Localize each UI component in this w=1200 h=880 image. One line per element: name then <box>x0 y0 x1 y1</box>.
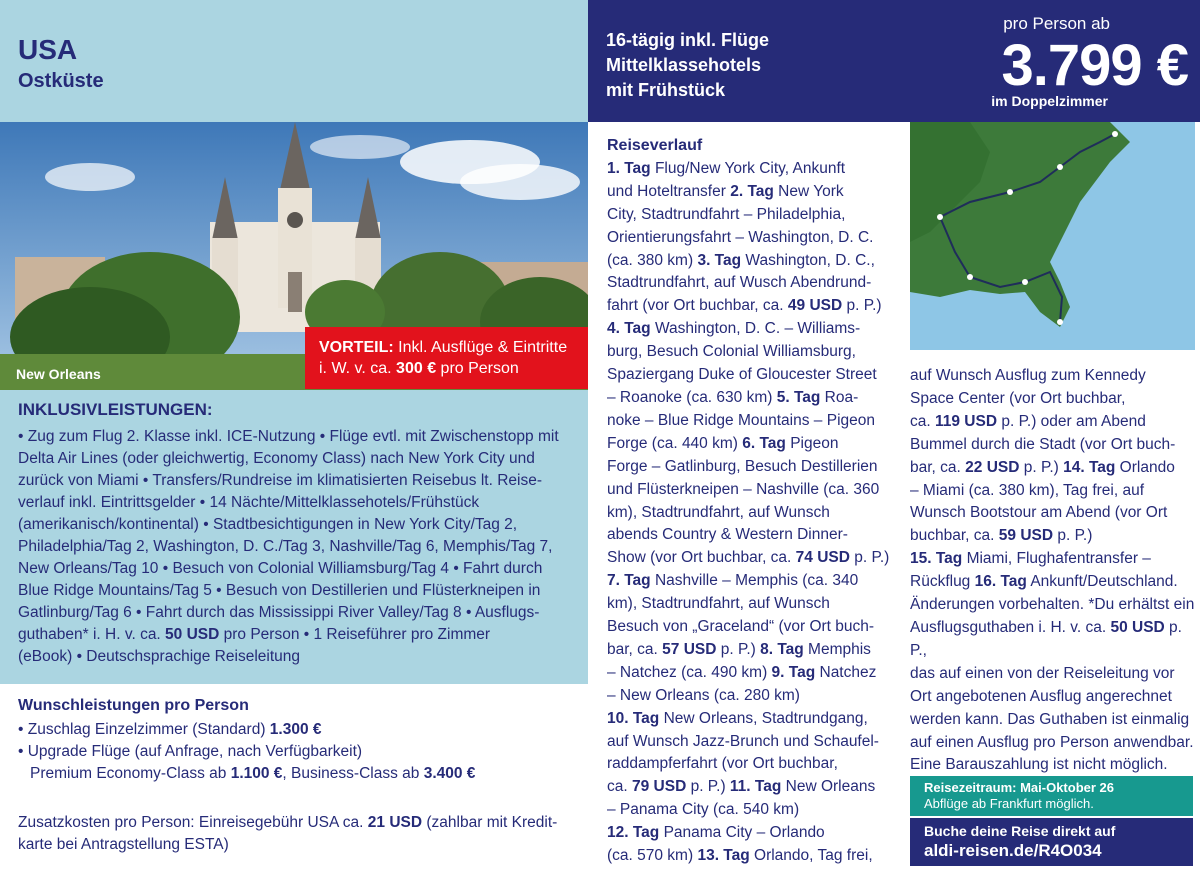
itinerary-title: Reiseverlauf <box>607 137 703 154</box>
itinerary-text: Nashville – Memphis (ca. 340 <box>650 572 859 590</box>
upgrade-prices <box>18 763 578 785</box>
inclusive-line: Delta Air Lines (oder gleichwertig, Economy Class) nach New York City und <box>18 450 535 467</box>
itinerary-text: p. P.) <box>1019 458 1064 476</box>
travel-period: Reisezeitraum: Mai-Oktober 26 <box>924 780 1115 795</box>
itinerary-text: Orlando <box>1115 458 1175 476</box>
flight-upgrade: • Upgrade Flüge (auf Anfrage, nach Verfügbarkeit) <box>18 743 363 760</box>
itinerary-text: Orlando, Tag frei, <box>749 847 873 865</box>
itinerary-text: New Orleans, Stadtrundgang, <box>659 709 868 727</box>
itinerary-text: p. P., <box>910 618 1182 659</box>
itinerary-highlight: 6. Tag <box>742 434 786 452</box>
itinerary-text: Besuch von „Graceland“ (vor Ort buch- <box>607 618 875 636</box>
itinerary-text: Eine Barauszahlung ist nicht möglich. <box>910 756 1168 774</box>
itinerary-text: Space Center (vor Ort buchbar, <box>910 389 1126 407</box>
inclusive-line <box>18 624 570 646</box>
itinerary-highlight: 57 USD <box>662 640 717 658</box>
inclusive-line: Blue Ridge Mountains/Tag 5 • Besuch von Destillerien und Flüsterkneipen in <box>18 582 541 599</box>
itinerary-text: auf Wunsch Ausflug zum Kennedy <box>910 367 1146 384</box>
itinerary-line <box>910 525 1195 548</box>
itinerary-highlight: 119 USD <box>934 412 998 430</box>
itinerary-text: Orientierungsfahrt – Washington, D. C. <box>607 228 874 246</box>
itinerary-text: Ausflugsguthaben i. H. v. ca. <box>910 618 1111 636</box>
price: 3.799 € <box>1001 33 1188 98</box>
itinerary-line <box>607 593 892 616</box>
itinerary-highlight: 15. Tag <box>910 550 963 568</box>
itinerary-text: Washington, D. C., <box>741 251 875 269</box>
itinerary-text: New York <box>773 182 844 200</box>
itinerary-highlight: 12. Tag <box>607 824 660 842</box>
additional-costs-line: karte bei Antragstellung ESTA) <box>18 836 229 853</box>
payment-note: (zahlbar mit Kredit- <box>422 814 558 831</box>
itinerary-line <box>607 410 892 433</box>
itinerary-text: p. P.) <box>842 297 882 315</box>
itinerary-line <box>607 502 892 525</box>
itinerary-line <box>607 318 892 341</box>
itinerary-highlight: 5. Tag <box>776 388 821 406</box>
itinerary-line <box>607 616 892 639</box>
itinerary-line <box>607 639 892 662</box>
itinerary-text: Stadtrundfahrt, auf Wusch Abendrund- <box>607 274 872 292</box>
itinerary-highlight: 4. Tag <box>607 320 651 338</box>
itinerary-line <box>607 547 892 570</box>
itinerary-text: Ort angebotenen Ausflug angerechnet <box>910 687 1172 705</box>
itinerary-text: fahrt (vor Ort buchbar, ca. <box>607 297 788 315</box>
itinerary-highlight: 3. Tag <box>697 251 742 269</box>
itinerary-line <box>910 411 1195 434</box>
inclusive-services <box>0 390 588 684</box>
itinerary-line <box>607 708 892 731</box>
itinerary-text: (ca. 570 km) <box>607 847 698 865</box>
itinerary-text: Flug/New York City, Ankunft <box>650 159 846 177</box>
itinerary <box>607 135 892 868</box>
additional-costs <box>18 812 578 856</box>
business-label: , Business-Class ab <box>282 765 424 782</box>
itinerary-text: raddampferfahrt (vor Ort buchbar, <box>607 755 838 773</box>
itinerary-highlight: 7. Tag <box>607 572 651 590</box>
premium-label: Premium Economy-Class ab <box>30 765 231 782</box>
itinerary-text: bar, ca. <box>607 640 663 658</box>
itinerary-line <box>910 663 1195 686</box>
itinerary-text: buchbar, ca. <box>910 527 999 545</box>
offer-breakfast: mit Frühstück <box>606 80 726 100</box>
departure-info: Abflüge ab Frankfurt möglich. <box>924 796 1094 811</box>
itinerary-text: noke – Blue Ridge Mountains – Pigeon <box>607 411 875 429</box>
itinerary-line <box>607 685 892 708</box>
itinerary-line <box>910 388 1195 411</box>
itinerary-line <box>607 753 892 776</box>
itinerary-text: und Flüsterkneipen – Nashville (ca. 360 <box>607 480 880 498</box>
inclusive-line: New Orleans/Tag 10 • Besuch von Colonial Williamsburg/Tag 4 • Fahrt durch <box>18 560 543 577</box>
itinerary-text: p. P.) <box>716 640 761 658</box>
surcharge-price: 1.300 € <box>269 721 322 738</box>
itinerary-line <box>607 227 892 250</box>
itinerary-highlight: 14. Tag <box>1063 458 1116 476</box>
itinerary-line <box>607 272 892 295</box>
itinerary-line <box>607 479 892 502</box>
itinerary-text: Ankunft/Deutschland. <box>1026 573 1178 591</box>
itinerary-text: bar, ca. <box>910 458 966 476</box>
single-room-surcharge <box>18 719 578 741</box>
itinerary-highlight: 22 USD <box>965 458 1020 476</box>
itinerary-text: Show (vor Ort buchbar, ca. <box>607 549 796 567</box>
inclusive-line: (amerikanisch/kontinental) • Stadtbesichtigungen in New York City/Tag 2, <box>18 516 518 533</box>
itinerary-line <box>607 662 892 685</box>
itinerary-text: burg, Besuch Colonial Williamsburg, <box>607 343 856 361</box>
itinerary-text: Forge – Gatlinburg, Besuch Destillerien <box>607 457 878 475</box>
itinerary-text: Roa- <box>820 388 859 406</box>
inclusive-line: Philadelphia/Tag 2, Washington, D. C./Tag 3, Nashville/Tag 6, Memphis/Tag 7, <box>18 538 553 555</box>
booking-link[interactable]: aldi-reisen.de/R4O034 <box>924 841 1102 860</box>
optional-services <box>18 697 578 785</box>
advantage-amount: 300 € <box>396 360 437 377</box>
route-map-illustration <box>910 122 1195 350</box>
optional-title: Wunschleistungen pro Person <box>18 697 249 714</box>
itinerary-highlight: 8. Tag <box>760 640 804 658</box>
itinerary-line <box>910 457 1195 480</box>
travel-period-box <box>910 776 1193 816</box>
itinerary-line <box>607 181 892 204</box>
itinerary-text: p. P.) <box>686 778 730 796</box>
booking-cta-text: Buche deine Reise direkt auf <box>924 823 1116 839</box>
itinerary-text: auf einen Ausflug pro Person anwendbar. <box>910 733 1194 751</box>
itinerary-text: und Hoteltransfer <box>607 182 731 200</box>
itinerary-text: Änderungen vorbehalten. *Du erhältst ein <box>910 596 1195 614</box>
itinerary-line <box>910 732 1195 755</box>
inclusive-line: Gatlinburg/Tag 6 • Fahrt durch das Mississippi River Valley/Tag 8 • Ausflugs- <box>18 604 540 621</box>
itinerary-text: New Orleans <box>781 778 876 796</box>
itinerary-text: Natchez <box>815 663 877 681</box>
itinerary-line <box>910 571 1195 594</box>
inclusive-title: INKLUSIVLEISTUNGEN: <box>18 400 213 419</box>
itinerary-line <box>607 250 892 273</box>
itinerary-line <box>607 570 892 593</box>
itinerary-text: Washington, D. C. – Williams- <box>650 320 861 338</box>
booking-cta-box <box>910 818 1193 866</box>
entry-fee-label: Zusatzkosten pro Person: Einreisegebühr USA ca. <box>18 814 368 831</box>
inclusive-line: zurück von Miami • Transfers/Rundreise im klimatisierten Reisebus lt. Reise- <box>18 472 542 489</box>
itinerary-highlight: 11. Tag <box>729 778 782 796</box>
itinerary-text: ca. <box>607 778 632 796</box>
itinerary-highlight: 16. Tag <box>974 573 1027 591</box>
itinerary-text: – Panama City (ca. 540 km) <box>607 801 800 819</box>
itinerary-text: auf Wunsch Jazz-Brunch und Schaufel- <box>607 732 879 750</box>
itinerary-line <box>607 158 892 181</box>
guide-text: pro Person • 1 Reiseführer pro Zimmer <box>219 626 491 643</box>
itinerary-line <box>910 617 1195 663</box>
itinerary-text: – New Orleans (ca. 280 km) <box>607 686 800 704</box>
itinerary-line <box>607 387 892 410</box>
itinerary-text: km), Stadtrundfahrt, auf Wunsch <box>607 595 830 613</box>
itinerary-text: Forge (ca. 440 km) <box>607 434 743 452</box>
itinerary-line <box>910 434 1195 457</box>
itinerary-text: – Miami (ca. 380 km), Tag frei, auf <box>910 481 1145 499</box>
itinerary-highlight: 9. Tag <box>771 663 816 681</box>
advantage-value-suffix: pro Person <box>436 360 519 377</box>
itinerary-text: Miami, Flughafentransfer – <box>962 550 1151 568</box>
offer-hotels: Mittelklassehotels <box>606 55 762 75</box>
itinerary-highlight: 49 USD <box>787 297 843 315</box>
itinerary-text: abends Country & Western Dinner- <box>607 526 848 544</box>
inclusive-line: (eBook) • Deutschsprachige Reiseleitung <box>18 648 300 665</box>
itinerary-text: werden kann. Das Guthaben ist einmalig <box>910 710 1190 728</box>
itinerary-line <box>607 799 892 822</box>
itinerary-text: das auf einen von der Reiseleitung vor <box>910 664 1175 682</box>
itinerary-line <box>910 754 1195 777</box>
itinerary-line <box>607 364 892 387</box>
itinerary-text: Panama City – Orlando <box>659 824 825 842</box>
itinerary-line <box>607 731 892 754</box>
premium-price: 1.100 € <box>230 765 283 782</box>
itinerary-highlight: 2. Tag <box>730 182 774 200</box>
itinerary-text: – Roanoke (ca. 630 km) <box>607 388 777 406</box>
destination-header <box>0 0 588 122</box>
itinerary-line <box>910 502 1195 525</box>
itinerary-text: Memphis <box>803 640 871 658</box>
itinerary-highlight: 10. Tag <box>607 709 660 727</box>
itinerary-text: p. P.) <box>849 549 890 567</box>
itinerary-text: (ca. 380 km) <box>607 251 698 269</box>
itinerary-line <box>910 480 1195 503</box>
room-type: im Doppelzimmer <box>991 93 1108 109</box>
inclusive-line: • Zug zum Flug 2. Klasse inkl. ICE-Nutzung • Flüge evtl. mit Zwischenstopp mit <box>18 428 559 445</box>
itinerary-line <box>607 341 892 364</box>
itinerary-line <box>607 776 892 799</box>
itinerary-text: Rückflug <box>910 573 975 591</box>
route-map <box>910 122 1195 350</box>
itinerary-column-1 <box>607 158 892 868</box>
itinerary-text: Spaziergang Duke of Gloucester Street <box>607 366 877 384</box>
itinerary-text: p. P.) oder am Abend <box>997 412 1146 430</box>
itinerary-line <box>607 433 892 456</box>
itinerary-line <box>607 456 892 479</box>
itinerary-line <box>607 524 892 547</box>
itinerary-highlight: 79 USD <box>631 778 687 796</box>
itinerary-line <box>607 204 892 227</box>
advantage-label: VORTEIL: <box>319 339 394 356</box>
itinerary-line <box>910 594 1195 617</box>
itinerary-highlight: 1. Tag <box>607 159 651 177</box>
advantage-text: Inkl. Ausflüge & Eintritte <box>393 339 568 356</box>
itinerary-line <box>910 365 1195 388</box>
business-price: 3.400 € <box>423 765 476 782</box>
inclusive-line: verlauf inkl. Eintrittsgelder • 14 Nächte/Mittelklassehotels/Frühstück <box>18 494 480 511</box>
itinerary-text: City, Stadtrundfahrt – Philadelphia, <box>607 205 846 223</box>
itinerary-line <box>910 686 1195 709</box>
itinerary-text: Bummel durch die Stadt (vor Ort buch- <box>910 435 1176 453</box>
credit-amount: 50 USD <box>165 626 220 643</box>
country-title: USA <box>18 34 78 65</box>
credit-text: guthaben* i. H. v. ca. <box>18 626 166 643</box>
itinerary-highlight: 74 USD <box>795 549 850 567</box>
itinerary-line <box>910 709 1195 732</box>
advantage-value-prefix: i. W. v. ca. <box>319 360 397 377</box>
itinerary-highlight: 59 USD <box>998 527 1054 545</box>
advantage-banner <box>305 327 588 389</box>
price-prefix: pro Person ab <box>1003 14 1110 33</box>
itinerary-text: p. P.) <box>1053 527 1093 545</box>
itinerary-text: km), Stadtrundfahrt, auf Wunsch <box>607 503 830 521</box>
offer-duration: 16-tägig inkl. Flüge <box>606 30 770 50</box>
entry-fee-amount: 21 USD <box>367 814 423 831</box>
surcharge-label: • Zuschlag Einzelzimmer (Standard) <box>18 721 270 738</box>
itinerary-column-2 <box>910 365 1195 777</box>
itinerary-line <box>910 548 1195 571</box>
region-subtitle: Ostküste <box>18 70 104 92</box>
photo-caption: New Orleans <box>16 366 101 382</box>
itinerary-line <box>607 845 892 868</box>
itinerary-text: ca. <box>910 412 935 430</box>
itinerary-text: Pigeon <box>785 434 839 452</box>
itinerary-text: – Natchez (ca. 490 km) <box>607 663 772 681</box>
offer-features <box>606 28 769 103</box>
offer-header <box>588 0 1200 122</box>
itinerary-line <box>607 822 892 845</box>
inclusive-text <box>18 426 570 668</box>
additional-costs-line <box>18 812 578 834</box>
itinerary-highlight: 13. Tag <box>697 847 750 865</box>
itinerary-highlight: 50 USD <box>1110 618 1165 636</box>
itinerary-line <box>607 295 892 318</box>
itinerary-text: Wunsch Bootstour am Abend (vor Ort <box>910 504 1168 522</box>
